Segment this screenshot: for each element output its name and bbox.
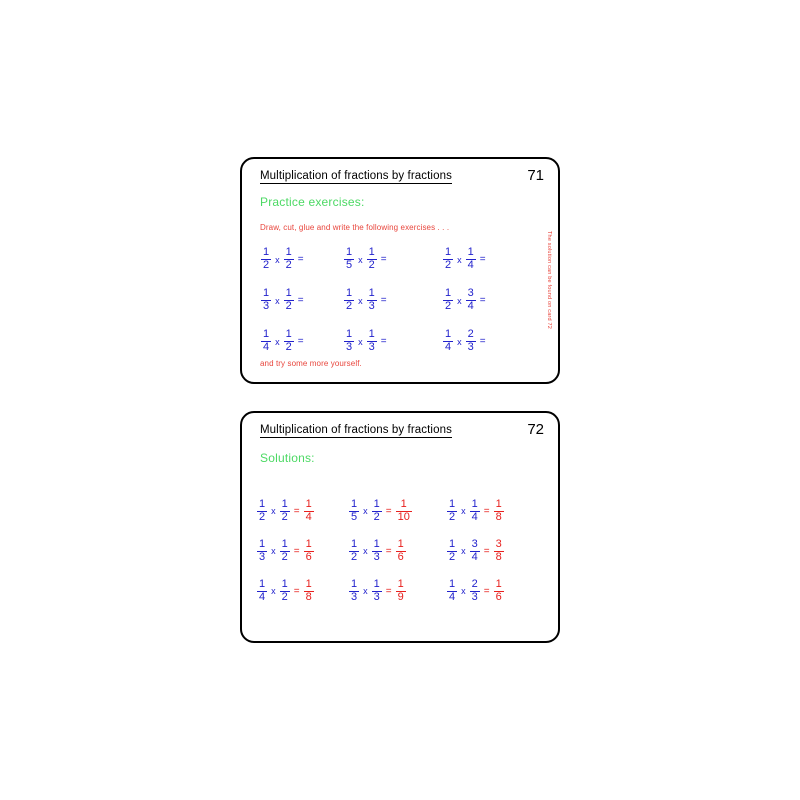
card-number: 71 [527,167,544,184]
fraction-numerator: 1 [471,497,478,510]
fraction [257,579,267,603]
fraction [261,329,271,353]
equals-sign: = [479,295,486,306]
fraction-numerator: 1 [368,287,375,300]
fraction [443,247,453,271]
fraction [367,329,377,353]
expression [334,288,426,312]
card-title: Multiplication of fractions by fractions [260,170,452,182]
fraction-denominator: 9 [397,590,404,603]
expression-row [242,491,558,531]
fraction [447,579,457,603]
equals-sign: = [380,295,387,306]
fraction-denominator: 8 [305,590,312,603]
fraction-numerator: 1 [263,287,270,300]
expression [426,288,518,312]
fraction-denominator: 2 [281,510,288,523]
answer-fraction [494,579,504,603]
expression [242,499,342,523]
expression [334,329,426,353]
equals-sign: = [293,545,300,557]
fraction [284,247,294,271]
fraction-numerator: 1 [263,328,270,341]
multiply-operator: x [461,546,466,556]
fraction-numerator: 3 [467,287,474,300]
fraction-denominator: 2 [445,300,452,312]
fraction [466,247,476,271]
fraction [349,539,359,563]
footer-text: and try some more yourself. [260,359,362,368]
fraction [367,247,377,271]
fraction-denominator: 6 [305,550,312,563]
fraction-numerator: 1 [281,577,288,590]
fraction-denominator: 4 [259,590,266,603]
fraction-numerator: 1 [259,537,266,550]
multiply-operator: x [275,254,280,265]
fraction [466,288,476,312]
fraction [372,539,382,563]
fraction-denominator: 2 [373,510,380,523]
fraction-denominator: 4 [305,510,312,523]
answer-fraction [396,579,406,603]
fraction-denominator: 3 [368,300,375,312]
fraction-denominator: 8 [495,510,502,523]
expression [242,329,334,353]
equals-sign: = [380,254,387,265]
fraction-denominator: 5 [351,510,358,523]
fraction-denominator: 3 [471,590,478,603]
side-note: The solution can be found on card 72 [546,231,552,330]
multiply-operator: x [363,506,368,516]
card-title: Multiplication of fractions by fractions [260,424,452,436]
fraction-numerator: 2 [471,577,478,590]
equals-sign: = [385,505,392,517]
fraction-numerator: 1 [351,497,358,510]
fraction-numerator: 1 [397,537,404,550]
flashcard-practice [240,157,560,384]
multiply-operator: x [363,586,368,596]
fraction-numerator: 1 [263,246,270,259]
fraction-denominator: 4 [263,341,270,353]
fraction-numerator: 2 [467,328,474,341]
fraction-numerator: 1 [368,328,375,341]
fraction [367,288,377,312]
fraction-denominator: 4 [471,510,478,523]
fraction [372,499,382,523]
fraction-numerator: 1 [449,497,456,510]
fraction-denominator: 4 [445,341,452,353]
multiply-operator: x [363,546,368,556]
card-number: 72 [527,421,544,438]
fraction-denominator: 5 [346,259,353,271]
fraction-numerator: 1 [285,287,292,300]
fraction [284,329,294,353]
equals-sign: = [483,545,490,557]
fraction [344,288,354,312]
expression [442,499,542,523]
expression-row [242,321,558,362]
fraction [280,579,290,603]
fraction-denominator: 3 [346,341,353,353]
fraction-numerator: 1 [373,497,380,510]
multiply-operator: x [271,546,276,556]
fraction [257,499,267,523]
multiply-operator: x [275,295,280,306]
equals-sign: = [297,336,304,347]
flashcard-solutions [240,411,560,643]
multiply-operator: x [358,254,363,265]
equals-sign: = [297,254,304,265]
answer-fraction [494,539,504,563]
fraction-numerator: 1 [445,328,452,341]
fraction-denominator: 2 [263,259,270,271]
fraction-numerator: 1 [346,246,353,259]
equals-sign: = [385,545,392,557]
fraction [349,499,359,523]
fraction-denominator: 3 [373,590,380,603]
fraction [470,499,480,523]
fraction [470,539,480,563]
expression [242,579,342,603]
multiply-operator: x [457,254,462,265]
expression [426,247,518,271]
fraction-numerator: 1 [281,537,288,550]
fraction [261,247,271,271]
fraction-denominator: 4 [467,300,474,312]
multiply-operator: x [461,586,466,596]
practice-expression-grid [242,239,558,362]
expression [242,539,342,563]
fraction [344,329,354,353]
multiply-operator: x [457,336,462,347]
fraction [261,288,271,312]
expression [442,539,542,563]
fraction-denominator: 2 [285,300,292,312]
fraction-numerator: 1 [285,328,292,341]
equals-sign: = [385,585,392,597]
fraction [443,288,453,312]
fraction-denominator: 2 [281,550,288,563]
fraction-denominator: 2 [445,259,452,271]
expression [342,579,442,603]
fraction [470,579,480,603]
expression-row [242,280,558,321]
fraction-denominator: 6 [397,550,404,563]
equals-sign: = [293,585,300,597]
instruction-text: Draw, cut, glue and write the following exercises . . . [260,223,450,232]
multiply-operator: x [358,295,363,306]
fraction-denominator: 2 [285,259,292,271]
solutions-expression-grid [242,491,558,611]
answer-fraction [304,499,314,523]
equals-sign: = [297,295,304,306]
fraction-numerator: 1 [495,497,502,510]
equals-sign: = [483,505,490,517]
fraction-denominator: 2 [449,510,456,523]
fraction-numerator: 3 [471,537,478,550]
fraction-numerator: 1 [373,577,380,590]
fraction-numerator: 1 [445,246,452,259]
fraction-numerator: 1 [445,287,452,300]
multiply-operator: x [457,295,462,306]
fraction-numerator: 1 [368,246,375,259]
expression [442,579,542,603]
fraction-denominator: 4 [449,590,456,603]
fraction-denominator: 2 [259,510,266,523]
expression-row [242,571,558,611]
fraction-numerator: 1 [351,537,358,550]
multiply-operator: x [271,586,276,596]
fraction-numerator: 1 [373,537,380,550]
fraction-denominator: 3 [259,550,266,563]
fraction [284,288,294,312]
fraction-denominator: 3 [373,550,380,563]
fraction-denominator: 2 [281,590,288,603]
fraction-denominator: 4 [471,550,478,563]
fraction-denominator: 3 [467,341,474,353]
fraction-numerator: 1 [351,577,358,590]
fraction-numerator: 1 [467,246,474,259]
fraction-numerator: 1 [305,537,312,550]
fraction [443,329,453,353]
fraction-numerator: 1 [285,246,292,259]
fraction-denominator: 3 [263,300,270,312]
equals-sign: = [380,336,387,347]
fraction-numerator: 1 [400,497,407,510]
section-label: Practice exercises: [260,195,365,209]
fraction-numerator: 1 [449,577,456,590]
answer-fraction [396,499,412,523]
fraction [447,499,457,523]
section-label: Solutions: [260,451,315,465]
fraction-denominator: 2 [368,259,375,271]
fraction [344,247,354,271]
fraction-denominator: 2 [449,550,456,563]
fraction-numerator: 1 [495,577,502,590]
equals-sign: = [479,336,486,347]
fraction [447,539,457,563]
multiply-operator: x [358,336,363,347]
fraction-numerator: 1 [449,537,456,550]
multiply-operator: x [275,336,280,347]
equals-sign: = [483,585,490,597]
fraction [280,539,290,563]
expression [426,329,518,353]
expression [242,247,334,271]
fraction-denominator: 3 [368,341,375,353]
fraction [349,579,359,603]
fraction-numerator: 1 [281,497,288,510]
fraction-denominator: 2 [285,341,292,353]
fraction-numerator: 1 [305,577,312,590]
fraction-numerator: 1 [259,577,266,590]
fraction-numerator: 1 [305,497,312,510]
expression-row [242,239,558,280]
expression [334,247,426,271]
answer-fraction [396,539,406,563]
multiply-operator: x [271,506,276,516]
expression [342,539,442,563]
equals-sign: = [293,505,300,517]
fraction [280,499,290,523]
fraction-denominator: 3 [351,590,358,603]
fraction [372,579,382,603]
fraction-denominator: 2 [351,550,358,563]
expression [342,499,442,523]
fraction-denominator: 10 [397,510,410,523]
answer-fraction [494,499,504,523]
answer-fraction [304,579,314,603]
fraction-numerator: 1 [346,287,353,300]
fraction-denominator: 4 [467,259,474,271]
fraction-numerator: 1 [259,497,266,510]
fraction-numerator: 3 [495,537,502,550]
expression [242,288,334,312]
fraction [257,539,267,563]
fraction [466,329,476,353]
expression-row [242,531,558,571]
fraction-denominator: 6 [495,590,502,603]
equals-sign: = [479,254,486,265]
fraction-numerator: 1 [346,328,353,341]
fraction-denominator: 8 [495,550,502,563]
fraction-numerator: 1 [397,577,404,590]
fraction-denominator: 2 [346,300,353,312]
multiply-operator: x [461,506,466,516]
answer-fraction [304,539,314,563]
